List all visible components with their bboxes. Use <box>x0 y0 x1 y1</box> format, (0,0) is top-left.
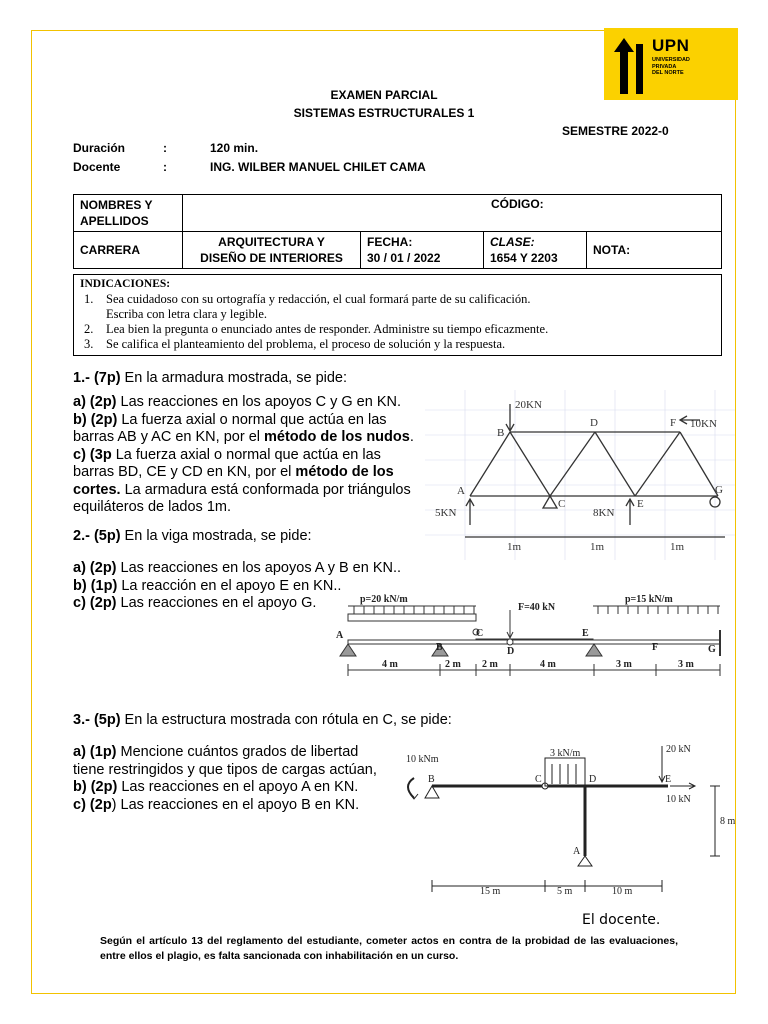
date-value: 30 / 01 / 2022 <box>367 251 441 265</box>
svg-text:20 kN: 20 kN <box>666 744 691 755</box>
teacher-colon: : <box>163 160 167 174</box>
duration-colon: : <box>163 141 167 155</box>
svg-text:3 m: 3 m <box>616 659 632 670</box>
svg-text:B: B <box>497 427 505 439</box>
svg-text:F: F <box>670 417 677 429</box>
svg-text:10KN: 10KN <box>690 418 717 430</box>
date-cell <box>361 232 484 269</box>
svg-text:4 m: 4 m <box>382 659 398 670</box>
svg-text:8KN: 8KN <box>593 507 615 519</box>
course-title: SISTEMAS ESTRUCTURALES 1 <box>293 106 475 120</box>
svg-text:20KN: 20KN <box>515 399 542 411</box>
instructions-box <box>73 274 722 356</box>
semester: SEMESTRE 2022-0 <box>562 124 669 138</box>
svg-text:5KN: 5KN <box>435 507 457 519</box>
svg-text:C: C <box>535 774 542 785</box>
svg-text:1m: 1m <box>670 541 685 553</box>
code-label[interactable]: CÓDIGO: <box>183 195 722 232</box>
class-value: 1654 Y 2203 <box>490 251 558 265</box>
q1-items: a) (2p) Las reacciones en los apoyos C y G en KN. b) (2p) La fuerza axial o normal que actúa en las barras AB y AC en KN, por el método de los nudos. c) (3p La fuerza axial o normal que actúa en las barras BD, CE y CD en KN, por el método de los cortes. La armadura está conformada por triángulos equiláteros de lados 1m. <box>73 394 414 515</box>
svg-text:E: E <box>582 628 589 639</box>
grade-label[interactable]: NOTA: <box>587 232 722 269</box>
teacher-label: Docente <box>73 160 121 174</box>
svg-text:8 m: 8 m <box>720 816 736 827</box>
svg-text:B: B <box>428 774 435 785</box>
q2-heading: 2.- (5p) En la viga mostrada, se pide: <box>73 528 312 544</box>
svg-text:p=15 kN/m: p=15 kN/m <box>625 594 673 605</box>
q1-heading: 1.- (7p) En la armadura mostrada, se pide: <box>73 370 348 386</box>
svg-text:A: A <box>457 485 465 497</box>
q3-items: a) (1p) Mencione cuántos grados de libertad tiene restringidos y que tipos de cargas actúan, b) (2p) Las reacciones en el apoyo A en KN. c) (2p) Las reacciones en el apoyo B en KN. <box>73 744 377 813</box>
svg-text:F=40 kN: F=40 kN <box>518 602 556 613</box>
logo-name: UPN <box>652 36 690 55</box>
svg-text:C: C <box>558 498 566 510</box>
student-info-table <box>73 194 722 269</box>
class-cell <box>484 232 587 269</box>
svg-text:B: B <box>436 642 443 653</box>
svg-text:A: A <box>336 630 344 641</box>
svg-text:G: G <box>715 484 723 496</box>
q2-items: a) (2p) Las reacciones en los apoyos A y B en KN.. b) (1p) La reacción en el apoyo E en KN.. c) (2p) Las reacciones en el apoyo G. <box>73 560 402 611</box>
svg-text:10 kN: 10 kN <box>666 794 691 805</box>
class-label: CLASE: <box>490 235 535 249</box>
svg-text:E: E <box>665 774 672 785</box>
svg-text:C: C <box>476 628 484 639</box>
names-label: NOMBRES Y APELLIDOS <box>74 195 183 232</box>
integrity-note: Según el artículo 13 del reglamento del estudiante, cometer actos en contra de la probidad de las evaluaciones, entre ellos el plagio, es falta sancionada con inhabilitación en un curso. <box>100 935 678 962</box>
instruction-item: 2. Lea bien la pregunta o enunciado antes de responder. Administre su tiempo eficazmente. <box>84 322 549 336</box>
career-label: CARRERA <box>74 232 183 269</box>
duration-label: Duración <box>73 141 126 155</box>
date-label: FECHA: <box>367 235 413 249</box>
svg-text:15 m: 15 m <box>480 886 501 897</box>
svg-text:10 kNm: 10 kNm <box>406 754 439 765</box>
svg-text:E: E <box>637 498 644 510</box>
svg-text:2 m: 2 m <box>445 659 461 670</box>
svg-text:3 m: 3 m <box>678 659 694 670</box>
beam-figure <box>330 580 730 705</box>
duration-value: 120 min. <box>210 141 259 155</box>
svg-text:1m: 1m <box>590 541 605 553</box>
svg-text:D: D <box>589 774 597 785</box>
svg-text:D: D <box>507 646 515 657</box>
logo-subtitle: UNIVERSIDAD PRIVADA DEL NORTE <box>652 57 690 76</box>
svg-text:1m: 1m <box>507 541 522 553</box>
svg-text:D: D <box>590 417 598 429</box>
frame-figure <box>400 738 740 903</box>
svg-text:A: A <box>573 846 581 857</box>
svg-text:5 m: 5 m <box>557 886 573 897</box>
instruction-item: 1. Sea cuidadoso con su ortografía y redacción, el cual formará parte de su calificación. <box>84 292 531 306</box>
exam-title: EXAMEN PARCIAL <box>330 88 438 102</box>
teacher-value: ING. WILBER MANUEL CHILET CAMA <box>210 160 426 174</box>
career-value: ARQUITECTURA Y DISEÑO DE INTERIORES <box>183 232 361 269</box>
truss-figure <box>425 390 735 560</box>
svg-text:F: F <box>652 642 659 653</box>
svg-text:2 m: 2 m <box>482 659 498 670</box>
svg-text:G: G <box>708 644 716 655</box>
svg-text:p=20 kN/m: p=20 kN/m <box>360 594 408 605</box>
instruction-item: Escriba con letra clara y legible. <box>106 307 268 321</box>
signature-label: El docente. <box>582 912 661 928</box>
svg-text:3 kN/m: 3 kN/m <box>550 748 581 759</box>
svg-text:10 m: 10 m <box>612 886 633 897</box>
q3-heading: 3.- (5p) En la estructura mostrada con rótula en C, se pide: <box>73 712 452 728</box>
instructions-title: INDICACIONES: <box>80 278 171 290</box>
svg-text:4 m: 4 m <box>540 659 556 670</box>
instruction-item: 3. Se califica el planteamiento del problema, el proceso de solución y la respuesta. <box>84 337 506 351</box>
